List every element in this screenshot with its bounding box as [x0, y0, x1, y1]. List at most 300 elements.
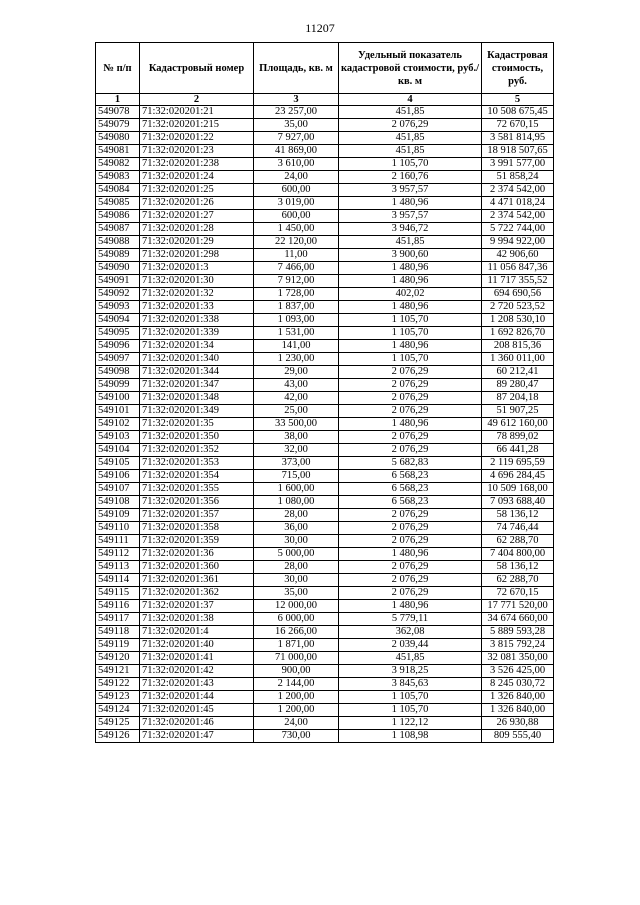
table-row: [96, 327, 554, 340]
row-number-cell: 549091: [96, 275, 140, 288]
row-number-cell: 549087: [96, 223, 140, 236]
row-number-cell: 549114: [96, 574, 140, 587]
cadastral-value-cell: 51 907,25: [482, 405, 554, 418]
row-number-cell: 549118: [96, 626, 140, 639]
specific-value-cell: 2 076,29: [339, 431, 482, 444]
cadastral-value-cell: 51 858,24: [482, 171, 554, 184]
cadastral-number-cell: 71:32:020201:27: [140, 210, 254, 223]
cadastral-value-cell: 7 093 688,40: [482, 496, 554, 509]
specific-value-cell: 451,85: [339, 132, 482, 145]
cadastral-number-cell: 71:32:020201:344: [140, 366, 254, 379]
area-cell: 33 500,00: [254, 418, 339, 431]
row-number-cell: 549112: [96, 548, 140, 561]
cadastral-value-cell: 208 815,36: [482, 340, 554, 353]
cadastral-value-cell: 72 670,15: [482, 119, 554, 132]
specific-value-cell: 2 076,29: [339, 509, 482, 522]
row-number-cell: 549096: [96, 340, 140, 353]
cadastral-value-cell: 1 360 011,00: [482, 353, 554, 366]
table-row: [96, 561, 554, 574]
cadastral-number-cell: 71:32:020201:47: [140, 730, 254, 743]
specific-value-cell: 3 918,25: [339, 665, 482, 678]
cadastral-number-cell: 71:32:020201:29: [140, 236, 254, 249]
table-row: [96, 236, 554, 249]
cadastral-number-cell: 71:32:020201:22: [140, 132, 254, 145]
specific-value-cell: 2 076,29: [339, 535, 482, 548]
row-number-cell: 549104: [96, 444, 140, 457]
cadastral-number-cell: 71:32:020201:348: [140, 392, 254, 405]
cadastral-value-cell: 809 555,40: [482, 730, 554, 743]
row-number-cell: 549092: [96, 288, 140, 301]
cadastral-value-cell: 1 208 530,10: [482, 314, 554, 327]
cadastral-value-cell: 89 280,47: [482, 379, 554, 392]
header-specific-value: Удельный показатель кадастровой стоимости, руб./кв. м: [339, 43, 482, 94]
specific-value-cell: 6 568,23: [339, 483, 482, 496]
cadastral-number-cell: 71:32:020201:26: [140, 197, 254, 210]
table-row: [96, 262, 554, 275]
cadastral-value-cell: 58 136,12: [482, 561, 554, 574]
cadastral-value-cell: 49 612 160,00: [482, 418, 554, 431]
cadastral-number-cell: 71:32:020201:44: [140, 691, 254, 704]
specific-value-cell: 451,85: [339, 652, 482, 665]
cadastral-value-cell: 11 717 355,52: [482, 275, 554, 288]
cadastral-value-cell: 34 674 660,00: [482, 613, 554, 626]
area-cell: 35,00: [254, 119, 339, 132]
cadastral-value-cell: 32 081 350,00: [482, 652, 554, 665]
header-row-number: № п/п: [96, 43, 140, 94]
area-cell: 141,00: [254, 340, 339, 353]
cadastral-value-cell: 2 374 542,00: [482, 184, 554, 197]
table-row: [96, 145, 554, 158]
cadastral-value-cell: 5 722 744,00: [482, 223, 554, 236]
row-number-cell: 549123: [96, 691, 140, 704]
cadastral-value-cell: 3 815 792,24: [482, 639, 554, 652]
specific-value-cell: 2 076,29: [339, 366, 482, 379]
row-number-cell: 549117: [96, 613, 140, 626]
header-cadastral-value: Кадастровая стоимость, руб.: [482, 43, 554, 94]
specific-value-cell: 1 480,96: [339, 262, 482, 275]
table-row: [96, 223, 554, 236]
cadastral-value-cell: 3 526 425,00: [482, 665, 554, 678]
cadastral-number-cell: 71:32:020201:3: [140, 262, 254, 275]
cadastral-value-cell: 4 471 018,24: [482, 197, 554, 210]
area-cell: 42,00: [254, 392, 339, 405]
table-row: [96, 548, 554, 561]
specific-value-cell: 2 076,29: [339, 587, 482, 600]
area-cell: 38,00: [254, 431, 339, 444]
row-number-cell: 549100: [96, 392, 140, 405]
row-number-cell: 549081: [96, 145, 140, 158]
specific-value-cell: 1 105,70: [339, 353, 482, 366]
specific-value-cell: 451,85: [339, 145, 482, 158]
table-row: [96, 535, 554, 548]
specific-value-cell: 451,85: [339, 106, 482, 119]
area-cell: 36,00: [254, 522, 339, 535]
specific-value-cell: 5 682,83: [339, 457, 482, 470]
specific-value-cell: 6 568,23: [339, 470, 482, 483]
specific-value-cell: 2 076,29: [339, 444, 482, 457]
cadastral-number-cell: 71:32:020201:40: [140, 639, 254, 652]
area-cell: 1 871,00: [254, 639, 339, 652]
specific-value-cell: 1 480,96: [339, 418, 482, 431]
area-cell: 16 266,00: [254, 626, 339, 639]
table-row: [96, 613, 554, 626]
specific-value-cell: 2 076,29: [339, 379, 482, 392]
specific-value-cell: 1 105,70: [339, 158, 482, 171]
area-cell: 25,00: [254, 405, 339, 418]
table-row: [96, 418, 554, 431]
specific-value-cell: 2 160,76: [339, 171, 482, 184]
row-number-cell: 549086: [96, 210, 140, 223]
table-row: [96, 210, 554, 223]
table-row: [96, 353, 554, 366]
area-cell: 7 466,00: [254, 262, 339, 275]
cadastral-number-cell: 71:32:020201:356: [140, 496, 254, 509]
table-row: [96, 392, 554, 405]
area-cell: 71 000,00: [254, 652, 339, 665]
area-cell: 600,00: [254, 210, 339, 223]
row-number-cell: 549083: [96, 171, 140, 184]
row-number-cell: 549110: [96, 522, 140, 535]
area-cell: 28,00: [254, 509, 339, 522]
cadastral-value-cell: 9 994 922,00: [482, 236, 554, 249]
specific-value-cell: 1 122,12: [339, 717, 482, 730]
table-row: [96, 704, 554, 717]
row-number-cell: 549109: [96, 509, 140, 522]
cadastral-value-cell: 2 720 523,52: [482, 301, 554, 314]
table-row: [96, 691, 554, 704]
table-row: [96, 119, 554, 132]
table-row: [96, 444, 554, 457]
table-row: [96, 106, 554, 119]
row-number-cell: 549095: [96, 327, 140, 340]
row-number-cell: 549121: [96, 665, 140, 678]
area-cell: 41 869,00: [254, 145, 339, 158]
table-row: [96, 587, 554, 600]
table-row: [96, 496, 554, 509]
table-row: [96, 301, 554, 314]
cadastral-value-cell: 87 204,18: [482, 392, 554, 405]
header-row: [96, 43, 554, 94]
specific-value-cell: 1 105,70: [339, 704, 482, 717]
table-row: [96, 639, 554, 652]
area-cell: 30,00: [254, 535, 339, 548]
row-number-cell: 549122: [96, 678, 140, 691]
cadastral-number-cell: 71:32:020201:43: [140, 678, 254, 691]
cadastral-value-cell: 2 119 695,59: [482, 457, 554, 470]
cadastral-number-cell: 71:32:020201:215: [140, 119, 254, 132]
cadastral-number-cell: 71:32:020201:34: [140, 340, 254, 353]
cadastral-value-cell: 18 918 507,65: [482, 145, 554, 158]
cadastral-value-cell: 10 508 675,45: [482, 106, 554, 119]
cadastral-number-cell: 71:32:020201:28: [140, 223, 254, 236]
cadastral-value-cell: 10 509 168,00: [482, 483, 554, 496]
table-row: [96, 249, 554, 262]
row-number-cell: 549126: [96, 730, 140, 743]
area-cell: 24,00: [254, 171, 339, 184]
specific-value-cell: 1 480,96: [339, 548, 482, 561]
row-number-cell: 549111: [96, 535, 140, 548]
cadastral-number-cell: 71:32:020201:338: [140, 314, 254, 327]
row-number-cell: 549084: [96, 184, 140, 197]
cadastral-number-cell: 71:32:020201:360: [140, 561, 254, 574]
cadastral-number-cell: 71:32:020201:33: [140, 301, 254, 314]
table-row: [96, 340, 554, 353]
table-row: [96, 158, 554, 171]
area-cell: 730,00: [254, 730, 339, 743]
row-number-cell: 549103: [96, 431, 140, 444]
area-cell: 35,00: [254, 587, 339, 600]
area-cell: 7 927,00: [254, 132, 339, 145]
cadastral-value-table: [95, 42, 554, 743]
specific-value-cell: 3 957,57: [339, 210, 482, 223]
specific-value-cell: 2 076,29: [339, 119, 482, 132]
cadastral-number-cell: 71:32:020201:37: [140, 600, 254, 613]
row-number-cell: 549102: [96, 418, 140, 431]
table-row: [96, 379, 554, 392]
column-number: 4: [339, 94, 482, 106]
specific-value-cell: 362,08: [339, 626, 482, 639]
cadastral-number-cell: 71:32:020201:349: [140, 405, 254, 418]
specific-value-cell: 1 480,96: [339, 197, 482, 210]
specific-value-cell: 1 105,70: [339, 691, 482, 704]
table-row: [96, 730, 554, 743]
specific-value-cell: 1 480,96: [339, 275, 482, 288]
page-number: 11207: [305, 21, 335, 35]
table-row: [96, 522, 554, 535]
row-number-cell: 549094: [96, 314, 140, 327]
area-cell: 1 600,00: [254, 483, 339, 496]
cadastral-value-cell: 26 930,88: [482, 717, 554, 730]
cadastral-value-cell: 8 245 030,72: [482, 678, 554, 691]
area-cell: 2 144,00: [254, 678, 339, 691]
area-cell: 1 230,00: [254, 353, 339, 366]
row-number-cell: 549115: [96, 587, 140, 600]
cadastral-value-cell: 3 991 577,00: [482, 158, 554, 171]
area-cell: 28,00: [254, 561, 339, 574]
cadastral-number-cell: 71:32:020201:353: [140, 457, 254, 470]
table-row: [96, 184, 554, 197]
column-number: 3: [254, 94, 339, 106]
cadastral-number-cell: 71:32:020201:359: [140, 535, 254, 548]
row-number-cell: 549089: [96, 249, 140, 262]
row-number-cell: 549079: [96, 119, 140, 132]
cadastral-number-cell: 71:32:020201:358: [140, 522, 254, 535]
table-row: [96, 574, 554, 587]
row-number-cell: 549119: [96, 639, 140, 652]
specific-value-cell: 2 076,29: [339, 574, 482, 587]
specific-value-cell: 2 076,29: [339, 392, 482, 405]
area-cell: 29,00: [254, 366, 339, 379]
table-row: [96, 288, 554, 301]
specific-value-cell: 1 480,96: [339, 340, 482, 353]
column-number: 1: [96, 94, 140, 106]
cadastral-number-cell: 71:32:020201:42: [140, 665, 254, 678]
row-number-cell: 549080: [96, 132, 140, 145]
specific-value-cell: 2 076,29: [339, 405, 482, 418]
area-cell: 1 200,00: [254, 691, 339, 704]
cadastral-number-cell: 71:32:020201:340: [140, 353, 254, 366]
area-cell: 12 000,00: [254, 600, 339, 613]
specific-value-cell: 402,02: [339, 288, 482, 301]
table-row: [96, 626, 554, 639]
cadastral-value-cell: 5 889 593,28: [482, 626, 554, 639]
table-row: [96, 470, 554, 483]
area-cell: 23 257,00: [254, 106, 339, 119]
header-area: Площадь, кв. м: [254, 43, 339, 94]
cadastral-value-cell: 60 212,41: [482, 366, 554, 379]
cadastral-number-cell: 71:32:020201:46: [140, 717, 254, 730]
area-cell: 43,00: [254, 379, 339, 392]
cadastral-value-cell: 66 441,28: [482, 444, 554, 457]
area-cell: 1 837,00: [254, 301, 339, 314]
cadastral-number-cell: 71:32:020201:298: [140, 249, 254, 262]
row-number-cell: 549097: [96, 353, 140, 366]
table-row: [96, 132, 554, 145]
area-cell: 1 080,00: [254, 496, 339, 509]
specific-value-cell: 1 480,96: [339, 600, 482, 613]
area-cell: 22 120,00: [254, 236, 339, 249]
table-row: [96, 314, 554, 327]
area-cell: 1 531,00: [254, 327, 339, 340]
area-cell: 5 000,00: [254, 548, 339, 561]
area-cell: 32,00: [254, 444, 339, 457]
table-row: [96, 665, 554, 678]
area-cell: 1 093,00: [254, 314, 339, 327]
table-row: [96, 171, 554, 184]
cadastral-number-cell: 71:32:020201:25: [140, 184, 254, 197]
specific-value-cell: 1 105,70: [339, 327, 482, 340]
cadastral-number-cell: 71:32:020201:41: [140, 652, 254, 665]
cadastral-number-cell: 71:32:020201:238: [140, 158, 254, 171]
specific-value-cell: 6 568,23: [339, 496, 482, 509]
cadastral-number-cell: 71:32:020201:357: [140, 509, 254, 522]
cadastral-value-cell: 2 374 542,00: [482, 210, 554, 223]
table-row: [96, 405, 554, 418]
area-cell: 3 019,00: [254, 197, 339, 210]
area-cell: 1 450,00: [254, 223, 339, 236]
area-cell: 373,00: [254, 457, 339, 470]
specific-value-cell: 1 480,96: [339, 301, 482, 314]
table-row: [96, 717, 554, 730]
area-cell: 1 200,00: [254, 704, 339, 717]
specific-value-cell: 5 779,11: [339, 613, 482, 626]
cadastral-number-cell: 71:32:020201:352: [140, 444, 254, 457]
row-number-cell: 549093: [96, 301, 140, 314]
table-row: [96, 197, 554, 210]
cadastral-number-cell: 71:32:020201:35: [140, 418, 254, 431]
cadastral-number-cell: 71:32:020201:45: [140, 704, 254, 717]
cadastral-number-cell: 71:32:020201:30: [140, 275, 254, 288]
row-number-cell: 549090: [96, 262, 140, 275]
specific-value-cell: 3 957,57: [339, 184, 482, 197]
area-cell: 24,00: [254, 717, 339, 730]
header-cadastral-number: Кадастровый номер: [140, 43, 254, 94]
table-row: [96, 483, 554, 496]
cadastral-value-cell: 1 326 840,00: [482, 704, 554, 717]
cadastral-number-cell: 71:32:020201:36: [140, 548, 254, 561]
table-body: [96, 106, 554, 743]
area-cell: 7 912,00: [254, 275, 339, 288]
row-number-cell: 549108: [96, 496, 140, 509]
cadastral-value-cell: 694 690,56: [482, 288, 554, 301]
row-number-cell: 549099: [96, 379, 140, 392]
cadastral-value-cell: 4 696 284,45: [482, 470, 554, 483]
specific-value-cell: 3 900,60: [339, 249, 482, 262]
cadastral-number-cell: 71:32:020201:4: [140, 626, 254, 639]
area-cell: 600,00: [254, 184, 339, 197]
row-number-cell: 549107: [96, 483, 140, 496]
table-row: [96, 678, 554, 691]
row-number-cell: 549106: [96, 470, 140, 483]
area-cell: 715,00: [254, 470, 339, 483]
specific-value-cell: 451,85: [339, 236, 482, 249]
cadastral-value-cell: 62 288,70: [482, 574, 554, 587]
cadastral-number-cell: 71:32:020201:362: [140, 587, 254, 600]
specific-value-cell: 3 946,72: [339, 223, 482, 236]
cadastral-number-cell: 71:32:020201:347: [140, 379, 254, 392]
area-cell: 1 728,00: [254, 288, 339, 301]
column-number: 2: [140, 94, 254, 106]
specific-value-cell: 1 105,70: [339, 314, 482, 327]
cadastral-number-cell: 71:32:020201:24: [140, 171, 254, 184]
row-number-cell: 549124: [96, 704, 140, 717]
column-number-row: [96, 94, 554, 106]
area-cell: 3 610,00: [254, 158, 339, 171]
row-number-cell: 549098: [96, 366, 140, 379]
cadastral-value-cell: 3 581 814,95: [482, 132, 554, 145]
cadastral-number-cell: 71:32:020201:32: [140, 288, 254, 301]
cadastral-number-cell: 71:32:020201:339: [140, 327, 254, 340]
table-row: [96, 275, 554, 288]
area-cell: 900,00: [254, 665, 339, 678]
row-number-cell: 549085: [96, 197, 140, 210]
cadastral-value-cell: 1 326 840,00: [482, 691, 554, 704]
area-cell: 11,00: [254, 249, 339, 262]
row-number-cell: 549101: [96, 405, 140, 418]
area-cell: 30,00: [254, 574, 339, 587]
row-number-cell: 549088: [96, 236, 140, 249]
cadastral-value-cell: 11 056 847,36: [482, 262, 554, 275]
cadastral-number-cell: 71:32:020201:21: [140, 106, 254, 119]
table-row: [96, 652, 554, 665]
cadastral-value-cell: 62 288,70: [482, 535, 554, 548]
row-number-cell: 549105: [96, 457, 140, 470]
row-number-cell: 549113: [96, 561, 140, 574]
cadastral-value-cell: 78 899,02: [482, 431, 554, 444]
cadastral-value-cell: 1 692 826,70: [482, 327, 554, 340]
cadastral-value-cell: 42 906,60: [482, 249, 554, 262]
specific-value-cell: 2 076,29: [339, 522, 482, 535]
specific-value-cell: 2 039,44: [339, 639, 482, 652]
specific-value-cell: 1 108,98: [339, 730, 482, 743]
area-cell: 6 000,00: [254, 613, 339, 626]
row-number-cell: 549116: [96, 600, 140, 613]
cadastral-value-cell: 74 746,44: [482, 522, 554, 535]
row-number-cell: 549125: [96, 717, 140, 730]
row-number-cell: 549120: [96, 652, 140, 665]
table-row: [96, 366, 554, 379]
cadastral-value-cell: 7 404 800,00: [482, 548, 554, 561]
row-number-cell: 549078: [96, 106, 140, 119]
cadastral-number-cell: 71:32:020201:355: [140, 483, 254, 496]
cadastral-number-cell: 71:32:020201:361: [140, 574, 254, 587]
cadastral-number-cell: 71:32:020201:350: [140, 431, 254, 444]
table-row: [96, 509, 554, 522]
table-row: [96, 457, 554, 470]
table-row: [96, 431, 554, 444]
cadastral-number-cell: 71:32:020201:23: [140, 145, 254, 158]
cadastral-value-cell: 17 771 520,00: [482, 600, 554, 613]
